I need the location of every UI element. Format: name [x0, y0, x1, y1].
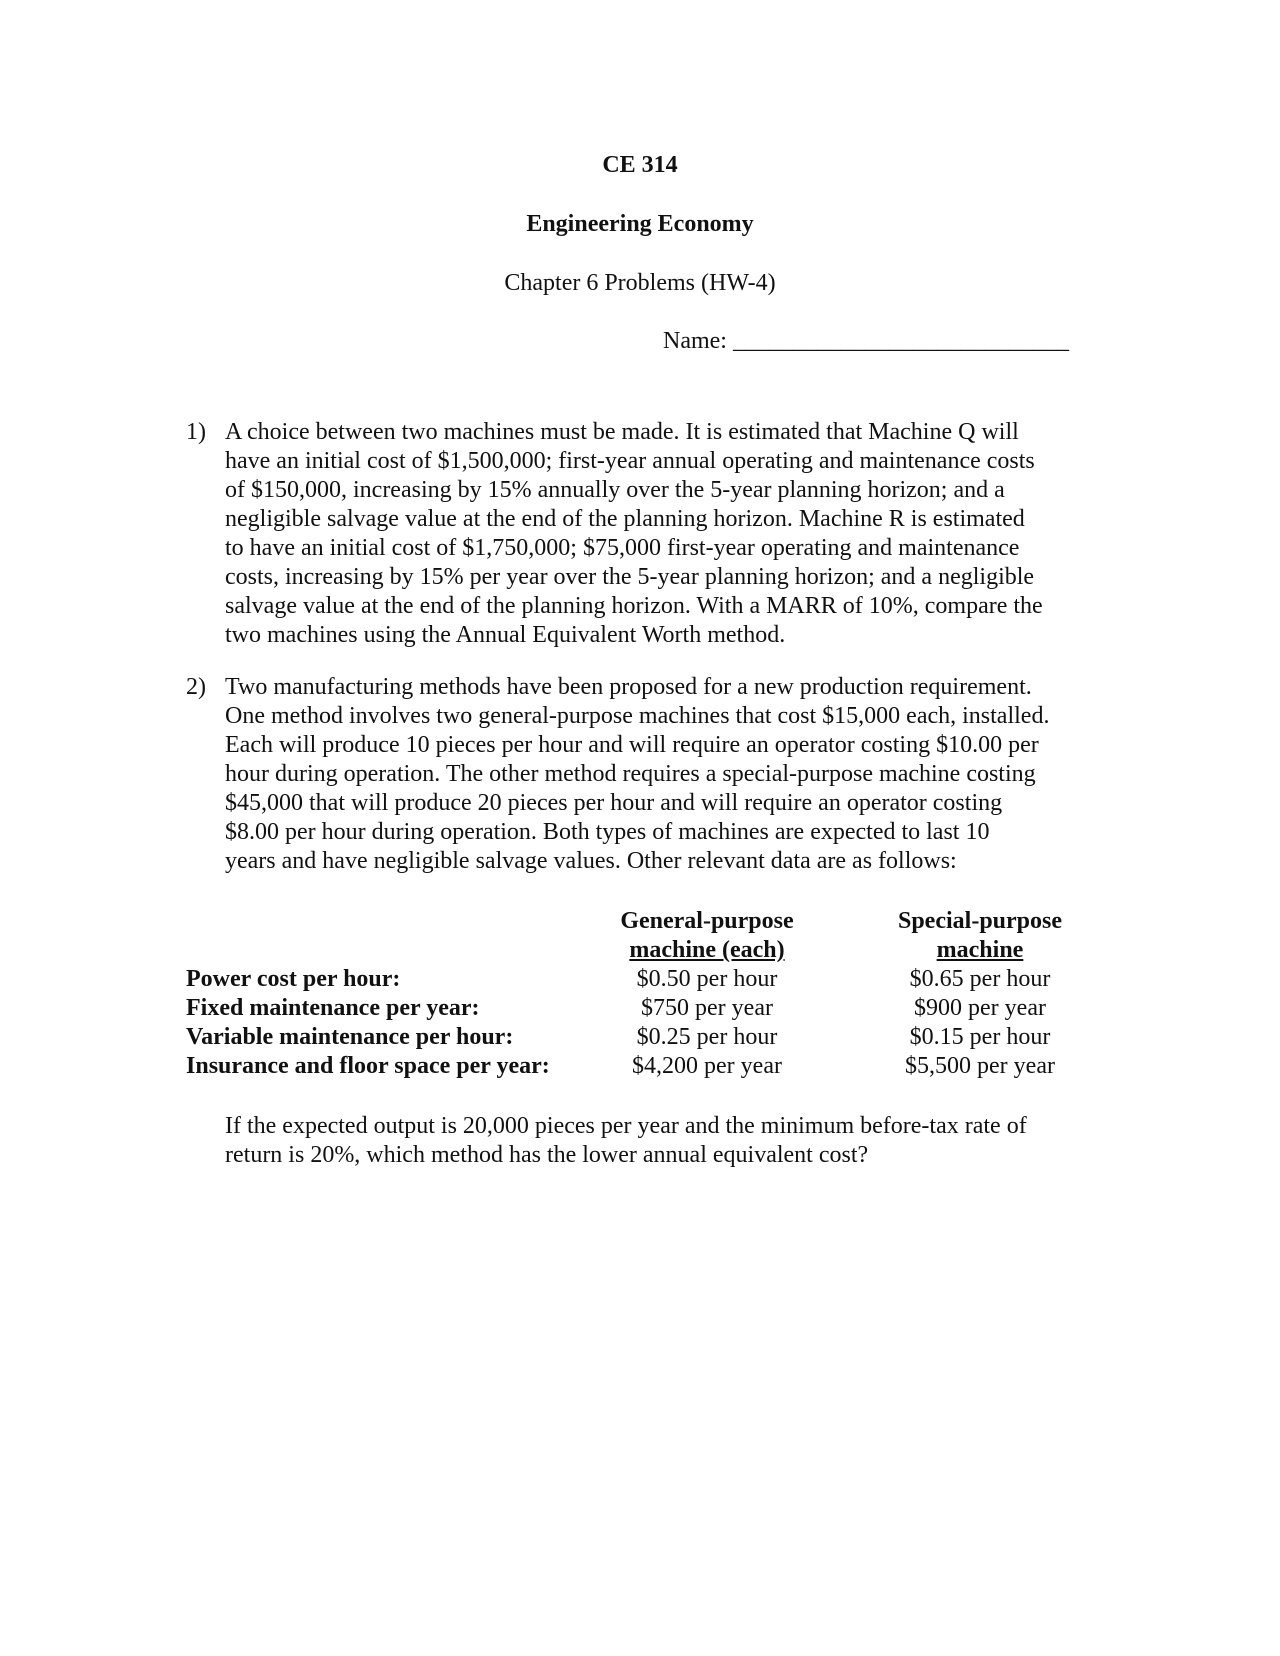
text-line: have an initial cost of $1,500,000; first-year annual operating and maintenance costs: [225, 448, 1035, 474]
table-cell: $0.50 per hour: [636, 966, 778, 992]
special-purpose-column: [850, 907, 1110, 1081]
general-purpose-column: [600, 907, 814, 1081]
column-header: Special-purpose: [897, 908, 1062, 934]
text-line: negligible salvage value at the end of the planning horizon. Machine R is estimated: [225, 506, 1025, 532]
text-line: hour during operation. The other method requires a special-purpose machine costing: [225, 761, 1036, 787]
text-line: costs, increasing by 15% per year over the 5-year planning horizon; and a negligible: [225, 564, 1035, 590]
text-line: Two manufacturing methods have been proposed for a new production requirement.: [225, 674, 1032, 700]
text-line: $8.00 per hour during operation. Both types of machines are expected to last 10: [225, 819, 990, 845]
column-header: machine (each): [629, 937, 785, 963]
text-line: of $150,000, increasing by 15% annually over the 5-year planning horizon; and a: [225, 477, 1005, 503]
table-cell: $0.65 per hour: [909, 966, 1051, 992]
problem-number: 1): [186, 419, 206, 445]
name-field-label: Name: ____________________________: [663, 328, 1069, 354]
course-title: Engineering Economy: [526, 211, 754, 237]
closing-question: [225, 1112, 1027, 1170]
text-line: If the expected output is 20,000 pieces per year and the minimum before-tax rate of: [225, 1113, 1027, 1139]
row-label-power-cost: Power cost per hour:: [186, 966, 401, 992]
table-cell: $900 per year: [914, 995, 1046, 1021]
problem-number: 2): [186, 674, 206, 700]
table-cell: $0.25 per hour: [636, 1024, 778, 1050]
row-label-fixed-maintenance: Fixed maintenance per year:: [186, 995, 480, 1021]
problem-text: [225, 418, 1086, 650]
text-line: return is 20%, which method has the lower annual equivalent cost?: [225, 1142, 869, 1168]
cost-table-row-labels: [186, 965, 550, 1081]
row-label-insurance-floor-space: Insurance and floor space per year:: [186, 1053, 550, 1079]
problem-text: [225, 673, 1086, 876]
text-line: two machines using the Annual Equivalent Worth method.: [225, 622, 786, 648]
table-cell: $4,200 per year: [632, 1053, 782, 1079]
column-header: General-purpose: [620, 908, 794, 934]
assignment-title: Chapter 6 Problems (HW-4): [504, 270, 776, 296]
text-line: $45,000 that will produce 20 pieces per hour and will require an operator costing: [225, 790, 1003, 816]
row-label-variable-maintenance: Variable maintenance per hour:: [186, 1024, 514, 1050]
problem-2: [186, 673, 1086, 876]
text-line: One method involves two general-purpose machines that cost $15,000 each, installed.: [225, 703, 1050, 729]
problem-1: [186, 418, 1086, 650]
text-line: A choice between two machines must be made. It is estimated that Machine Q will: [225, 419, 1019, 445]
text-line: years and have negligible salvage values. Other relevant data are as follows:: [225, 848, 957, 874]
text-line: Each will produce 10 pieces per hour and will require an operator costing $10.00 per: [225, 732, 1039, 758]
text-line: to have an initial cost of $1,750,000; $75,000 first-year operating and maintenance: [225, 535, 1020, 561]
table-cell: $0.15 per hour: [909, 1024, 1051, 1050]
column-header: machine: [936, 937, 1024, 963]
table-cell: $5,500 per year: [905, 1053, 1055, 1079]
table-cell: $750 per year: [641, 995, 773, 1021]
text-line: salvage value at the end of the planning horizon. With a MARR of 10%, compare the: [225, 593, 1043, 619]
course-code: CE 314: [602, 152, 678, 178]
